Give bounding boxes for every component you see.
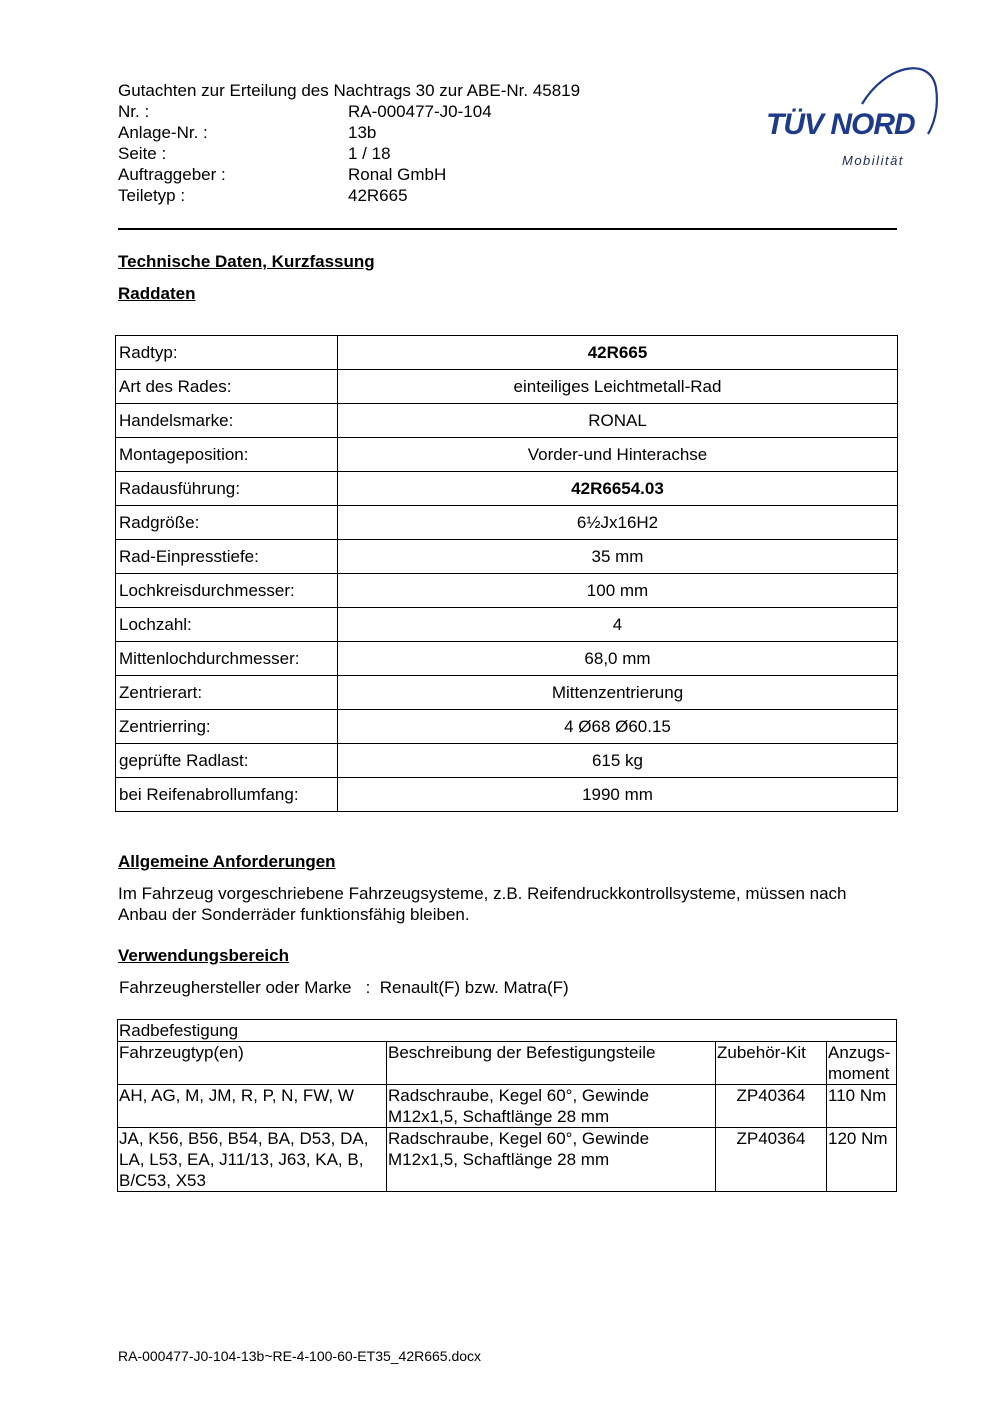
raddaten-key: Art des Rades: xyxy=(116,370,338,404)
table-row xyxy=(116,370,898,404)
header-row-anlage: Anlage-Nr. : 13b xyxy=(118,123,377,142)
raddaten-value: 4 xyxy=(338,608,898,642)
header-anzugsmoment: Anzugs- moment xyxy=(827,1042,897,1085)
table-row xyxy=(116,676,898,710)
fahrzeugtyp-cell: AH, AG, M, JM, R, P, N, FW, W xyxy=(118,1085,387,1128)
zubehoer-cell: ZP40364 xyxy=(716,1085,827,1128)
fahrzeugtyp-cell: JA, K56, B56, B54, BA, D53, DA, LA, L53, EA, J11/13, J63, KA, B, B/C53, X53 xyxy=(118,1128,387,1192)
befestigung-table xyxy=(117,1019,897,1192)
raddaten-key: Lochkreisdurchmesser: xyxy=(116,574,338,608)
header-row-teiletyp: Teiletyp : 42R665 xyxy=(118,186,408,205)
raddaten-key: Rad-Einpresstiefe: xyxy=(116,540,338,574)
header-row-auftraggeber: Auftraggeber : Ronal GmbH xyxy=(118,165,447,184)
raddaten-key: Radtyp: xyxy=(116,336,338,370)
raddaten-key: Handelsmarke: xyxy=(116,404,338,438)
table-row xyxy=(118,1085,897,1128)
header-row-nr: Nr. : RA-000477-J0-104 xyxy=(118,102,492,121)
header-zubehoer: Zubehör-Kit xyxy=(716,1042,827,1085)
document-title: Gutachten zur Erteilung des Nachtrags 30 zur ABE-Nr. 45819 xyxy=(118,81,581,100)
raddaten-value: 42R6654.03 xyxy=(338,472,898,506)
anzugsmoment-cell: 120 Nm xyxy=(827,1128,897,1192)
raddaten-value: 1990 mm xyxy=(338,778,898,812)
raddaten-value: 35 mm xyxy=(338,540,898,574)
header-beschreibung: Beschreibung der Befestigungsteile xyxy=(387,1042,716,1085)
raddaten-key: Radgröße: xyxy=(116,506,338,540)
raddaten-value: Mittenzentrierung xyxy=(338,676,898,710)
table-row xyxy=(116,744,898,778)
raddaten-value: Vorder-und Hinterachse xyxy=(338,438,898,472)
table-row xyxy=(116,608,898,642)
table-row xyxy=(116,540,898,574)
beschreibung-cell: Radschraube, Kegel 60°, Gewinde M12x1,5, Schaftlänge 28 mm xyxy=(387,1085,716,1128)
table-row xyxy=(116,472,898,506)
raddaten-value: einteiliges Leichtmetall-Rad xyxy=(338,370,898,404)
table-row xyxy=(116,574,898,608)
table-row xyxy=(116,506,898,540)
raddaten-key: Montageposition: xyxy=(116,438,338,472)
logo-subtitle: Mobilität xyxy=(842,153,904,168)
fahrzeughersteller-line: Fahrzeughersteller oder Marke : Renault(F) bzw. Matra(F) xyxy=(119,978,569,997)
befestigung-header-row xyxy=(118,1042,897,1085)
raddaten-value: 68,0 mm xyxy=(338,642,898,676)
raddaten-key: Radausführung: xyxy=(116,472,338,506)
anzugsmoment-cell: 110 Nm xyxy=(827,1085,897,1128)
tuev-nord-logo xyxy=(766,58,946,173)
raddaten-key: Lochzahl: xyxy=(116,608,338,642)
raddaten-value: 6½Jx16H2 xyxy=(338,506,898,540)
raddaten-key: bei Reifenabrollumfang: xyxy=(116,778,338,812)
befestigung-title: Radbefestigung xyxy=(118,1020,897,1042)
raddaten-key: geprüfte Radlast: xyxy=(116,744,338,778)
table-row xyxy=(116,336,898,370)
header-row-seite: Seite : 1 / 18 xyxy=(118,144,391,163)
table-row xyxy=(116,438,898,472)
heading-verwendung: Verwendungsbereich xyxy=(118,946,289,965)
raddaten-table xyxy=(115,335,898,812)
befestigung-title-row xyxy=(118,1020,897,1042)
footer-filename: RA-000477-J0-104-13b~RE-4-100-60-ET35_42R665.docx xyxy=(118,1348,482,1364)
raddaten-key: Mittenlochdurchmesser: xyxy=(116,642,338,676)
table-row xyxy=(116,404,898,438)
raddaten-value: 42R665 xyxy=(338,336,898,370)
raddaten-value: 4 Ø68 Ø60.15 xyxy=(338,710,898,744)
header-rule xyxy=(118,228,897,230)
heading-allgemein: Allgemeine Anforderungen xyxy=(118,852,336,871)
table-row xyxy=(116,710,898,744)
logo-brand: TÜV NORD xyxy=(766,108,915,141)
header-fahrzeugtyp: Fahrzeugtyp(en) xyxy=(118,1042,387,1085)
document-header xyxy=(118,80,580,206)
table-row xyxy=(118,1128,897,1192)
raddaten-value: 100 mm xyxy=(338,574,898,608)
heading-tech: Technische Daten, Kurzfassung xyxy=(118,252,375,271)
beschreibung-cell: Radschraube, Kegel 60°, Gewinde M12x1,5, Schaftlänge 28 mm xyxy=(387,1128,716,1192)
raddaten-value: 615 kg xyxy=(338,744,898,778)
raddaten-value: RONAL xyxy=(338,404,898,438)
raddaten-key: Zentrierring: xyxy=(116,710,338,744)
heading-raddaten: Raddaten xyxy=(118,284,196,303)
table-row xyxy=(116,778,898,812)
raddaten-key: Zentrierart: xyxy=(116,676,338,710)
allgemein-text: Im Fahrzeug vorgeschriebene Fahrzeugsysteme, z.B. Reifendruckkontrollsysteme, müssen nach Anbau der Sonderräder funktionsfähig bleiben. xyxy=(118,884,847,924)
zubehoer-cell: ZP40364 xyxy=(716,1128,827,1192)
table-row xyxy=(116,642,898,676)
